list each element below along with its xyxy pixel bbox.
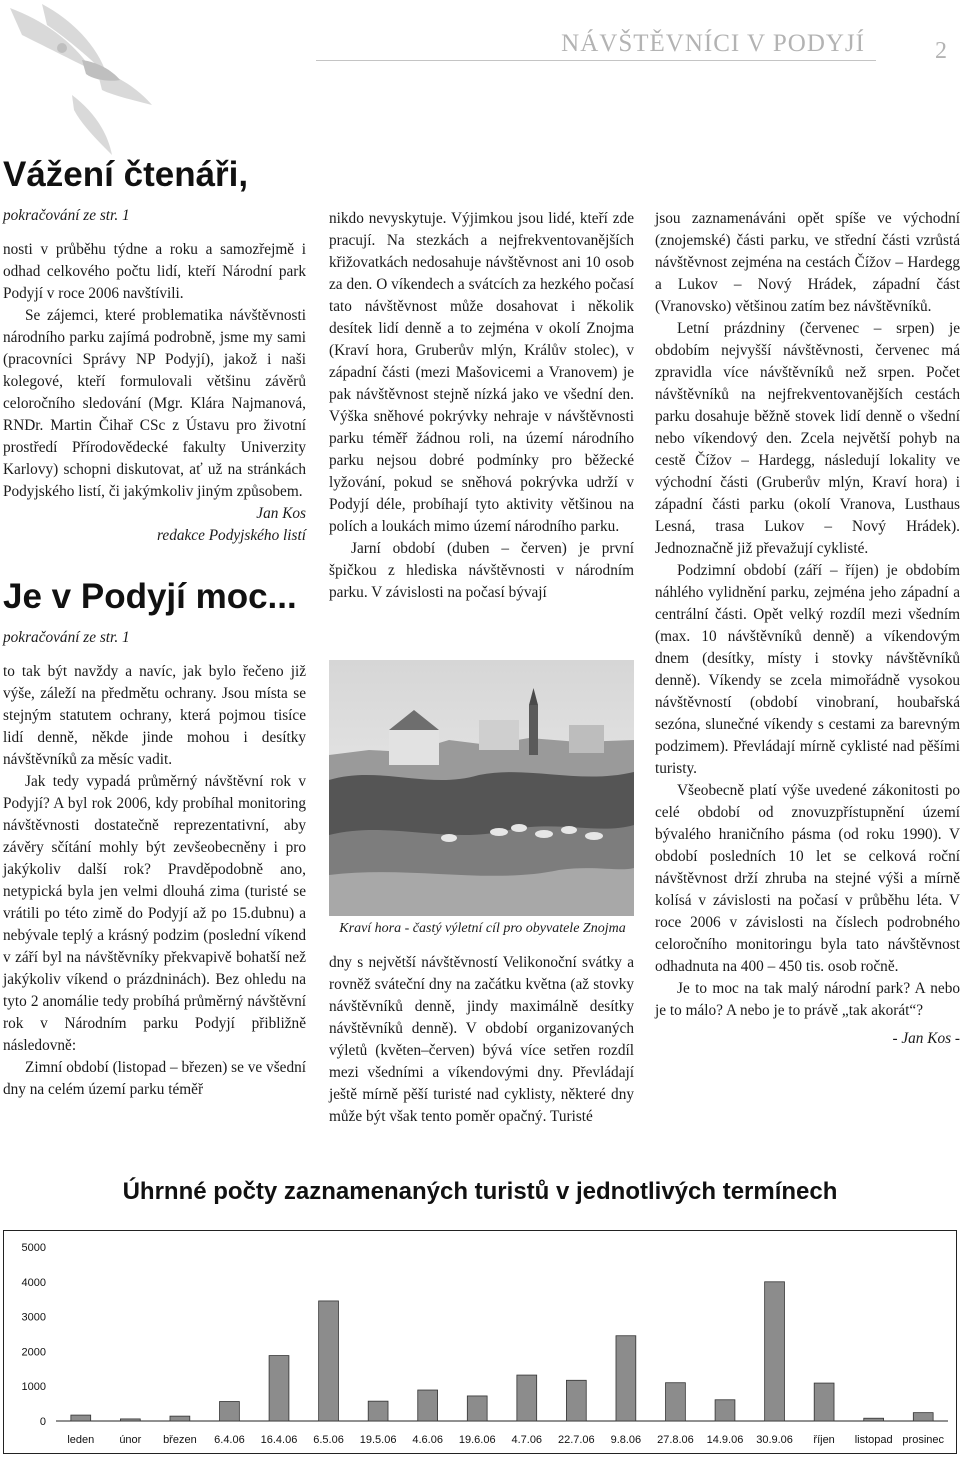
crane-logo-icon bbox=[2, 0, 157, 160]
x-tick-label: 14.9.06 bbox=[706, 1434, 744, 1446]
x-tick-label: 27.8.06 bbox=[657, 1434, 694, 1446]
chart-bar bbox=[517, 1375, 537, 1421]
chart-title: Úhrnné počty zaznamenaných turistů v jednotlivých termínech bbox=[122, 1178, 838, 1205]
x-tick-label: 16.4.06 bbox=[260, 1434, 298, 1446]
chart-bar bbox=[120, 1419, 140, 1421]
paragraph: nikdo nevyskytuje. Výjimkou jsou lidé, kteří zde pracují. Na stezkách a nejfrekventovanějších křižovatkách nedosahuje návštěvnost ani 10 osob za den. O víkendech a svátcích za hezkého počasí tato návštěvnost může dosahovat i několik desítek lidí denně a to zejména v okolí Znojma (Kraví hora, Gruberův mlýn, Králův stolec), v západní části (mezi Mašovicemi a Vranovem) je pak návštěvnost stejně nízká jako ve všední den. Výška sněhové pokrývky nehraje v návštěvnosti parku téměř žádnou roli, na území národního parku nejsou dobré podmínky pro běžecké lyžování, pokud se sněhová pokrývka udrží v Podyjí déle, probíhají tyto aktivity většinou na polích a loukách mimo území národního parku. bbox=[329, 210, 634, 535]
article-signature: - Jan Kos - bbox=[892, 1030, 960, 1047]
article-heading: Je v Podyjí moc... bbox=[3, 577, 297, 616]
chart-bar bbox=[418, 1390, 438, 1421]
paragraph: Podzimní období (září – říjen) je obdobím náhlého vylidnění parku, zejména jeho západní a centrální části. Opět velký rozdíl mezi všedním (max. 10 návštěvníků denně) a víkendovým dnem (desítky, místy i stovky návštěvníků denně). Víkendy se zcela mimořádně vysokou návštěvností (období vinobraní, houbařská sezóna, slunečné víkendy s cestami za barevným podzimem). Převládají mírně cyklisté nad pěšími turisty. bbox=[655, 562, 960, 777]
paragraph: Letní prázdniny (červenec – srpen) je obdobím nejvyšší návštěvnosti, červenec má zpravidla více návštěvníků než srpen. Počet návštěvníků na nejfrekventovanějších cestách parku dosahuje běžně stovek lidí denně o všední nebo víkendový den. Zcela největší pohyb na cestě Čížov – Hardegg, následují lokality ve východní části (Gruberův mlýn, Kraví hora) i západní části parku (okolí Vranova, Lusthaus Lesná, trasa Lukov – Nový Hrádek). Jednoznačně již převažují cyklisté. bbox=[655, 320, 960, 557]
column-right bbox=[655, 208, 960, 1050]
chart-bar bbox=[913, 1413, 933, 1421]
paragraph: Jarní období (duben – červen) je první špičkou z hlediska návštěvnosti v národním parku. V závislosti na počasí bývají bbox=[329, 540, 634, 601]
chart-bar bbox=[170, 1416, 190, 1421]
chart-bar bbox=[269, 1356, 289, 1421]
x-tick-label: 22.7.06 bbox=[557, 1434, 595, 1446]
x-tick-label: březen bbox=[163, 1434, 197, 1446]
signature-name: Jan Kos bbox=[256, 505, 306, 522]
x-tick-label: 19.6.06 bbox=[458, 1434, 496, 1446]
chart-bar bbox=[814, 1383, 834, 1421]
y-tick-label: 3000 bbox=[21, 1311, 46, 1324]
paragraph: to tak být navždy a navíc, jak bylo řečeno již výše, záleží na předmětu ochrany. Jsou místa se stejným statutem ochrany, která pojmou tisíce lidí denně, někde jinde mohou i desítky návštěvníků za měsíc vadit. bbox=[3, 663, 306, 768]
chart-canvas bbox=[4, 1231, 956, 1453]
paragraph: Se zájemci, které problematika návštěvnosti národního parku zajímá podrobně, jsme my sami (pracovníci Správy NP Podyjí), jakož i naši kolegové, kteří formulovali většinu závěrů celoročního sledování (Mgr. Klára Najmanová, RNDr. Martin Čihař CSc z Ústavu pro životní prostředí Přírodovědecké fakulty Univerzity Karlovy) schopni diskutovat, ať už na stránkách Podyjského listí, či jakýmkoliv jiným způsobem. bbox=[3, 307, 306, 500]
x-tick-label: listopad bbox=[854, 1434, 893, 1446]
paragraph: dny s největší návštěvností Velikonoční svátky a rovněž sváteční dny na začátku května (až stovky návštěvníků denně, jindy maximálně desítky návštěvníků denně). V období organizovaných výletů (květen–červen) bývá více setřen rozdíl mezi všedními a víkendovými dny. Převládají ještě mírně pěší turisté nad cyklisty, některé dny může být však tento poměr opačný. Turisté bbox=[329, 954, 634, 1125]
x-tick-label: 6.4.06 bbox=[214, 1434, 245, 1446]
chart-bar bbox=[666, 1383, 686, 1421]
header-rule bbox=[316, 60, 876, 61]
x-tick-label: 4.7.06 bbox=[511, 1434, 543, 1446]
chart-bar bbox=[368, 1401, 388, 1421]
continuation-note: pokračování ze str. 1 bbox=[3, 207, 130, 224]
paragraph: Je to moc na tak malý národní park? A nebo je to málo? A nebo je to právě „tak akorát“? bbox=[655, 980, 960, 1019]
photo-caption: Kraví hora - častý výletní cíl pro obyvatele Znojma bbox=[339, 921, 626, 936]
article-heading: Vážení čtenáři, bbox=[3, 155, 249, 194]
x-tick-label: 6.5.06 bbox=[313, 1434, 344, 1446]
y-tick-label: 0 bbox=[39, 1416, 46, 1428]
signature-role: redakce Podyjského listí bbox=[157, 527, 306, 544]
chart-bar bbox=[467, 1396, 487, 1421]
y-tick-label: 4000 bbox=[21, 1276, 46, 1289]
x-tick-label: 9.8.06 bbox=[610, 1434, 642, 1446]
chart-bar bbox=[765, 1282, 785, 1421]
x-tick-label: únor bbox=[119, 1434, 142, 1446]
chart-bar bbox=[715, 1400, 735, 1421]
column-left bbox=[3, 155, 306, 1101]
y-tick-label: 2000 bbox=[21, 1346, 46, 1359]
column-middle-continued bbox=[329, 952, 634, 1128]
chart-bar bbox=[616, 1336, 636, 1421]
x-tick-label: leden bbox=[67, 1434, 95, 1446]
paragraph: Zimní období (listopad – březen) se ve všední dny na celém území parku téměř bbox=[3, 1059, 306, 1098]
paragraph: nosti v průběhu týdne a roku a samozřejmě i odhad celkového počtu lidí, kteří Národní park Podyjí v roce 2006 navštívili. bbox=[3, 241, 306, 302]
y-tick-label: 5000 bbox=[21, 1242, 46, 1254]
chart-bar bbox=[566, 1380, 586, 1421]
x-tick-label: říjen bbox=[813, 1434, 835, 1446]
paragraph: Jak tedy vypadá průměrný návštěvní rok v Podyjí? A byl rok 2006, kdy probíhal monitoring návštěvnosti dostatečně reprezentativní, aby závěry sčítání mohly být zevšeobecněny i pro jakýkoliv další rok? Pravděpodobně ano, netypická byla jen velmi dlouhá zima (turisté se vrátili po této zimě do Podyjí až po 15.dubnu) a nebývale teplý a krásný podzim (poslední víkend v září byl na návštěvníky překvapivě bohatší než jakýkoliv víkend o prázdninách). Bez ohledu na tyto 2 anomálie tedy probíhá průměrný návštěvní rok v Národním parku Podyjí přibližně následovně: bbox=[3, 773, 306, 1054]
page-number: 2 bbox=[935, 38, 947, 64]
y-tick-label: 1000 bbox=[21, 1381, 46, 1394]
chart-bar bbox=[319, 1301, 339, 1421]
column-middle bbox=[329, 208, 634, 604]
x-tick-label: 19.5.06 bbox=[359, 1434, 397, 1446]
paragraph: Všeobecně platí výše uvedené zákonitosti po celé období od znovuzpřístupnění území bývalého hraničního pásma (od roku 1990). V období posledních 10 let se celková roční návštěvnost drží zhruba na stejné výši a mírně kolísá v závislosti na počasí v průběhu léta. V roce 2006 v závislosti na číslech podrobného celoročního monitoringu byla tato návštěvnost odhadnuta na 400 – 450 tis. osob ročně. bbox=[655, 782, 960, 975]
section-title: NÁVŠTĚVNÍCI V PODYJÍ bbox=[561, 30, 865, 57]
paragraph: jsou zaznamenáváni opět spíše ve východní (znojemské) části parku, ve střední části vzrůstá návštěvnost zejména na cestách Čížov – Hardegg a Lukov – Nový Hrádek, západní část (Vranovsko) většinou zatím bez návštěvníků. bbox=[655, 210, 960, 315]
chart-bar bbox=[71, 1415, 91, 1421]
bar-chart bbox=[3, 1230, 957, 1454]
landscape-photo bbox=[329, 660, 634, 916]
x-tick-label: 30.9.06 bbox=[756, 1434, 793, 1446]
continuation-note: pokračování ze str. 1 bbox=[3, 629, 130, 646]
chart-bar bbox=[864, 1418, 884, 1421]
x-tick-label: 4.6.06 bbox=[412, 1434, 443, 1446]
x-tick-label: prosinec bbox=[902, 1434, 945, 1446]
chart-bar bbox=[220, 1402, 240, 1421]
